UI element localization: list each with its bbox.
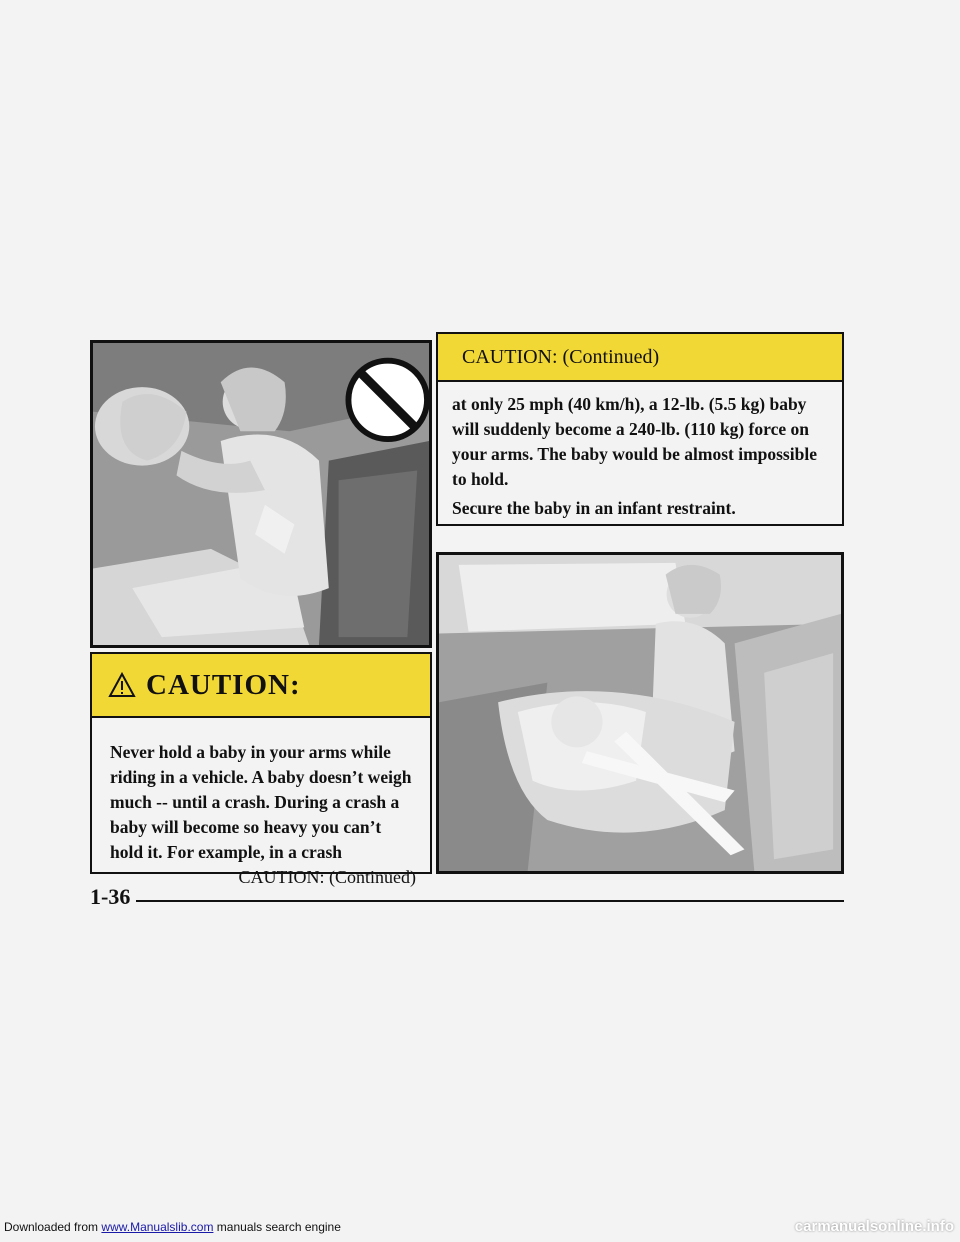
page-number: 1-36 bbox=[90, 884, 131, 909]
caution-continued-label: CAUTION: (Continued) bbox=[238, 867, 416, 887]
footer-prefix: Downloaded from bbox=[4, 1220, 99, 1234]
caution-header-right: CAUTION: (Continued) bbox=[438, 334, 842, 382]
page-rule bbox=[136, 900, 844, 902]
caution-heading-left: CAUTION: bbox=[146, 668, 301, 701]
manualslib-link[interactable]: www.Manualslib.com bbox=[101, 1220, 214, 1234]
illustration-infant-restraint bbox=[436, 552, 844, 874]
warning-triangle-icon bbox=[108, 672, 136, 698]
watermark: carmanualsonline.info bbox=[794, 1218, 954, 1235]
caution-paragraph-right-1: at only 25 mph (40 km/h), a 12-lb. (5.5 kg) baby will suddenly become a 240-lb. (110 kg) force on your arms. The baby would be almost impossible to hold. bbox=[452, 394, 817, 489]
caution-header-left bbox=[92, 654, 430, 718]
footer-suffix: manuals search engine bbox=[216, 1220, 341, 1234]
caution-paragraph-right-2: Secure the baby in an infant restraint. bbox=[452, 498, 736, 518]
caution-box-left bbox=[90, 652, 432, 887]
caution-box-right bbox=[436, 332, 844, 526]
caution-paragraph-left: Never hold a baby in your arms while riding in a vehicle. A baby doesn’t weigh much -- until a crash. During a crash a baby will become so heavy you can’t hold it. For example, in a crash bbox=[110, 742, 412, 862]
download-footer bbox=[4, 1220, 341, 1234]
illustration-holding-baby bbox=[90, 340, 432, 648]
